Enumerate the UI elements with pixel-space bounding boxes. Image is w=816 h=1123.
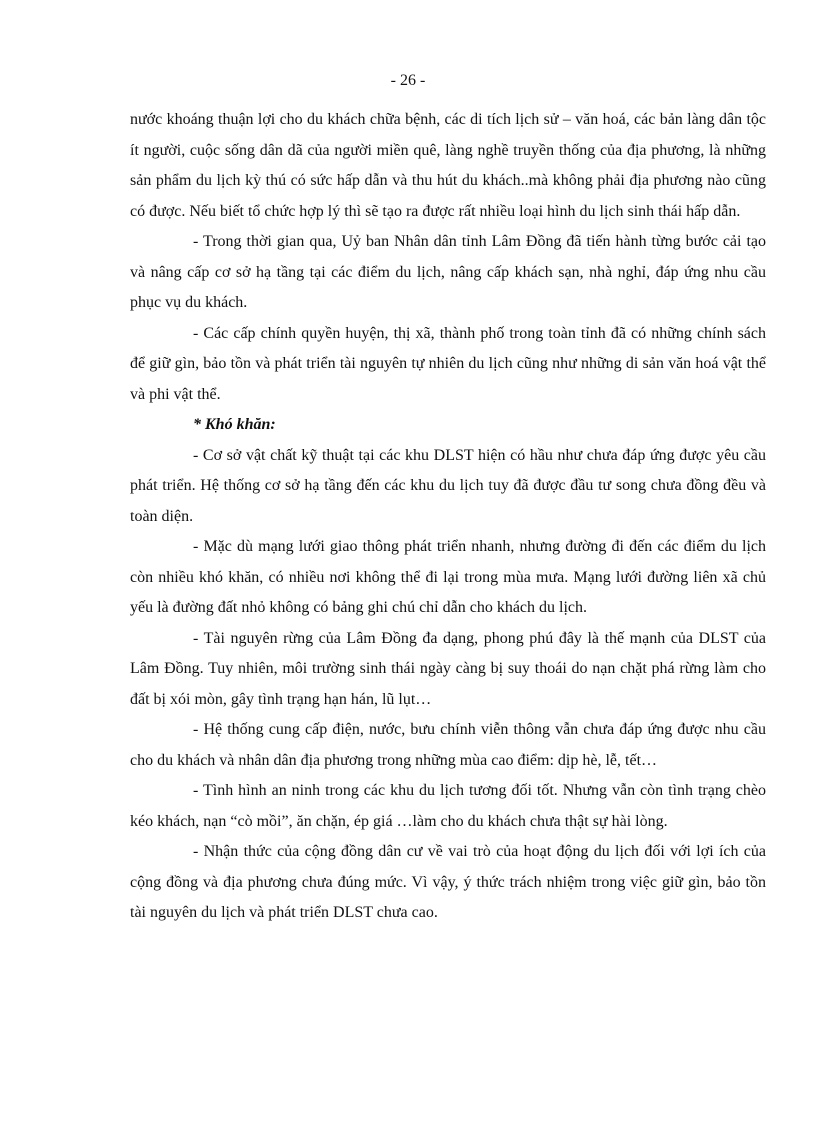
paragraph-facilities: - Cơ sở vật chất kỹ thuật tại các khu DLST hiện có hầu như chưa đáp ứng được yêu cầu phát triển. Hệ thống cơ sở hạ tầng đến các khu du lịch tuy đã được đầu tư song chưa đồng đều và toàn diện.	[130, 446, 766, 525]
section-heading-difficulties: * Khó khăn:	[193, 416, 276, 433]
paragraph-conservation-policy: - Các cấp chính quyền huyện, thị xã, thành phố trong toàn tỉnh đã có những chính sách để giữ gìn, bảo tồn và phát triển tài nguyên tự nhiên du lịch cũng như những di sản văn hoá vật thể và phi vật thể.	[130, 324, 766, 403]
paragraph-community-awareness: - Nhận thức của cộng đồng dân cư về vai trò của hoạt động du lịch đối với lợi ích của cộng đồng và địa phương chưa đúng mức. Vì vậy, ý thức trách nhiệm trong việc giữ gìn, bảo tồn tài nguyên du lịch và phát triển DLST chưa cao.	[130, 843, 766, 921]
paragraph-infrastructure-upgrade: - Trong thời gian qua, Uỷ ban Nhân dân tỉnh Lâm Đồng đã tiến hành từng bước cải tạo và nâng cấp cơ sở hạ tầng tại các điểm du lịch, nâng cấp khách sạn, nhà nghỉ, đáp ứng nhu cầu phục vụ du khách.	[130, 233, 766, 311]
document-body	[130, 105, 766, 929]
page-number: - 26 -	[390, 72, 426, 89]
paragraph-transport: - Mặc dù mạng lưới giao thông phát triển nhanh, nhưng đường đi đến các điểm du lịch còn nhiều khó khăn, có nhiều nơi không thể đi lại trong mùa mưa. Mạng lưới đường liên xã chủ yếu là đường đất nhỏ không có bảng ghi chú chỉ dẫn cho khách du lịch.	[130, 538, 766, 616]
paragraph-utilities: - Hệ thống cung cấp điện, nước, bưu chính viễn thông vẫn chưa đáp ứng được nhu cầu cho du khách và nhân dân địa phương trong những mùa cao điểm: dịp hè, lễ, tết…	[130, 721, 766, 769]
paragraph-security: - Tình hình an ninh trong các khu du lịch tương đối tốt. Nhưng vẫn còn tình trạng chèo kéo khách, nạn “cò mồi”, ăn chặn, ép giá …làm cho du khách chưa thật sự hài lòng.	[130, 782, 766, 830]
paragraph-forest-resources: - Tài nguyên rừng của Lâm Đồng đa dạng, phong phú đây là thế mạnh của DLST của Lâm Đồng. Tuy nhiên, môi trường sinh thái ngày càng bị suy thoái do nạn chặt phá rừng làm cho đất bị xói mòn, gây tình trạng hạn hán, lũ lụt…	[130, 629, 766, 708]
paragraph-continuation: nước khoáng thuận lợi cho du khách chữa bệnh, các di tích lịch sử – văn hoá, các bản làng dân tộc ít người, cuộc sống dân dã của người miền quê, làng nghề truyền thống của địa phương, là những sản phẩm du lịch kỳ thú có sức hấp dẫn và thu hút du khách..mà không phải địa phương nào cũng có được. Nếu biết tổ chức hợp lý thì sẽ tạo ra được rất nhiều loại hình du lịch sinh thái hấp dẫn.	[130, 111, 766, 220]
